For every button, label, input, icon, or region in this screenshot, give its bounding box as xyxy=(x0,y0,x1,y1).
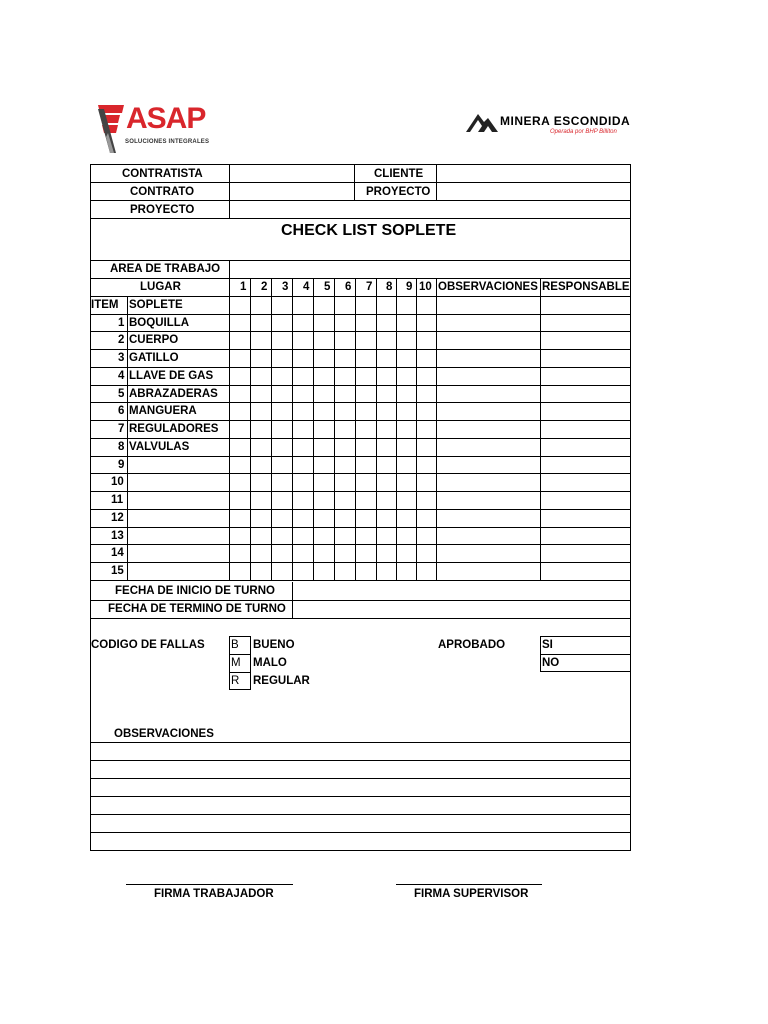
item-number: 14 xyxy=(111,547,124,559)
checklist-cell[interactable] xyxy=(417,563,436,579)
checklist-cell[interactable] xyxy=(417,528,436,544)
column-header-9: 9 xyxy=(406,281,413,293)
checklist-cell[interactable] xyxy=(377,457,396,473)
column-header-5: 5 xyxy=(324,281,331,293)
checklist-cell[interactable] xyxy=(437,528,540,544)
item-name: VALVULAS xyxy=(129,441,190,453)
checklist-cell[interactable] xyxy=(314,350,334,366)
checklist-cell[interactable] xyxy=(293,545,313,561)
checklist-cell[interactable] xyxy=(272,421,292,437)
column-header-3: 3 xyxy=(282,281,289,293)
checklist-cell[interactable] xyxy=(377,315,396,331)
item-number: 2 xyxy=(118,334,125,346)
checklist-cell[interactable] xyxy=(230,439,250,455)
observaciones-column-header: OBSERVACIONES xyxy=(438,281,538,293)
column-header-2: 2 xyxy=(261,281,268,293)
checklist-cell[interactable] xyxy=(293,510,313,526)
checklist-cell[interactable] xyxy=(230,386,250,402)
code-b: B xyxy=(231,639,239,651)
checklist-cell[interactable] xyxy=(251,350,271,366)
checklist-cell[interactable] xyxy=(397,368,416,384)
soplete-label: SOPLETE xyxy=(129,299,183,311)
checklist-cell[interactable] xyxy=(397,332,416,348)
checklist-cell[interactable] xyxy=(377,545,396,561)
checklist-cell[interactable] xyxy=(397,350,416,366)
checklist-cell[interactable] xyxy=(272,332,292,348)
item-number: 13 xyxy=(111,530,124,542)
checklist-cell[interactable] xyxy=(377,563,396,579)
checklist-cell[interactable] xyxy=(541,563,631,579)
checklist-cell[interactable] xyxy=(272,545,292,561)
checklist-cell[interactable] xyxy=(335,386,355,402)
checklist-cell[interactable] xyxy=(397,403,416,419)
checklist-cell[interactable] xyxy=(541,457,631,473)
checklist-cell[interactable] xyxy=(335,403,355,419)
checklist-cell[interactable] xyxy=(397,457,416,473)
checklist-cell[interactable] xyxy=(377,368,396,384)
checklist-cell[interactable] xyxy=(335,545,355,561)
item-name: REGULADORES xyxy=(129,423,219,435)
fecha-termino-field[interactable] xyxy=(293,601,630,617)
checklist-cell[interactable] xyxy=(437,332,540,348)
checklist-cell[interactable] xyxy=(417,332,436,348)
checklist-cell[interactable] xyxy=(356,457,376,473)
checklist-cell[interactable] xyxy=(314,368,334,384)
checklist-cell[interactable] xyxy=(251,315,271,331)
checklist-cell[interactable] xyxy=(293,528,313,544)
checklist-cell[interactable] xyxy=(272,457,292,473)
checklist-cell[interactable] xyxy=(417,510,436,526)
aprobado-label: APROBADO xyxy=(438,639,506,651)
firma-supervisor-line[interactable] xyxy=(396,884,542,885)
asap-logo-name: ASAP xyxy=(126,102,206,135)
checklist-cell[interactable] xyxy=(437,368,540,384)
checklist-cell[interactable] xyxy=(356,350,376,366)
checklist-cell[interactable] xyxy=(293,421,313,437)
checklist-cell[interactable] xyxy=(437,439,540,455)
code-r-meaning: REGULAR xyxy=(253,675,310,687)
checklist-cell[interactable] xyxy=(541,368,631,384)
checklist-cell[interactable] xyxy=(541,439,631,455)
checklist-cell[interactable] xyxy=(293,403,313,419)
checklist-cell[interactable] xyxy=(397,386,416,402)
checklist-cell[interactable] xyxy=(437,457,540,473)
contratista-label: CONTRATISTA xyxy=(122,168,203,180)
code-m: M xyxy=(231,657,241,669)
checklist-cell[interactable] xyxy=(417,545,436,561)
cliente-field[interactable] xyxy=(437,165,630,181)
item-number: 12 xyxy=(111,512,124,524)
checklist-cell[interactable] xyxy=(417,386,436,402)
checklist-cell[interactable] xyxy=(437,350,540,366)
checklist-cell[interactable] xyxy=(335,439,355,455)
item-name: ABRAZADERAS xyxy=(129,388,218,400)
checklist-cell[interactable] xyxy=(397,492,416,508)
checklist-cell[interactable] xyxy=(314,474,334,490)
checklist-cell[interactable] xyxy=(314,386,334,402)
checklist-cell[interactable] xyxy=(251,474,271,490)
item-number: 3 xyxy=(118,352,125,364)
checklist-cell[interactable] xyxy=(293,492,313,508)
page-title: CHECK LIST SOPLETE xyxy=(281,222,457,239)
checklist-cell[interactable] xyxy=(377,439,396,455)
checklist-cell[interactable] xyxy=(377,492,396,508)
checklist-cell[interactable] xyxy=(377,403,396,419)
checklist-cell[interactable] xyxy=(356,510,376,526)
firma-trabajador-label: FIRMA TRABAJADOR xyxy=(154,888,274,900)
checklist-cell[interactable] xyxy=(541,315,631,331)
checklist-cell[interactable] xyxy=(251,563,271,579)
checklist-cell[interactable] xyxy=(335,474,355,490)
observaciones-field[interactable] xyxy=(91,743,630,850)
checklist-cell[interactable] xyxy=(437,403,540,419)
checklist-cell[interactable] xyxy=(293,332,313,348)
minera-logo-tagline: Operada por BHP Billiton xyxy=(550,129,617,135)
checklist-cell[interactable] xyxy=(377,528,396,544)
checklist-cell[interactable] xyxy=(314,332,334,348)
code-m-meaning: MALO xyxy=(253,657,287,669)
column-header-7: 7 xyxy=(366,281,373,293)
checklist-cell[interactable] xyxy=(397,315,416,331)
checklist-cell[interactable] xyxy=(335,492,355,508)
checklist-cell[interactable] xyxy=(293,315,313,331)
checklist-cell[interactable] xyxy=(377,421,396,437)
checklist-cell[interactable] xyxy=(541,421,631,437)
checklist-cell[interactable] xyxy=(251,421,271,437)
checklist-cell[interactable] xyxy=(541,386,631,402)
item-name: MANGUERA xyxy=(129,405,197,417)
checklist-cell[interactable] xyxy=(335,421,355,437)
checklist-cell[interactable] xyxy=(437,563,540,579)
item-name: LLAVE DE GAS xyxy=(129,370,214,382)
checklist-cell[interactable] xyxy=(272,439,292,455)
checklist-cell[interactable] xyxy=(356,403,376,419)
checklist-cell[interactable] xyxy=(293,368,313,384)
checklist-cell[interactable] xyxy=(293,474,313,490)
proyecto-label-2: PROYECTO xyxy=(130,204,195,216)
fecha-termino-label: FECHA DE TERMINO DE TURNO xyxy=(108,603,286,615)
checklist-cell[interactable] xyxy=(356,563,376,579)
checklist-cell[interactable] xyxy=(272,528,292,544)
item-number: 5 xyxy=(118,388,125,400)
checklist-cell[interactable] xyxy=(356,474,376,490)
item-number: 7 xyxy=(118,423,125,435)
codigo-fallas-label: CODIGO DE FALLAS xyxy=(91,639,205,651)
checklist-cell[interactable] xyxy=(437,510,540,526)
fecha-inicio-label: FECHA DE INICIO DE TURNO xyxy=(115,585,275,597)
contrato-field[interactable] xyxy=(230,183,353,199)
proyecto-field-2[interactable] xyxy=(230,201,630,217)
checklist-cell[interactable] xyxy=(293,439,313,455)
checklist-cell[interactable] xyxy=(230,403,250,419)
checklist-cell[interactable] xyxy=(335,368,355,384)
asap-logo-tagline: SOLUCIONES INTEGRALES xyxy=(125,139,210,145)
checklist-cell[interactable] xyxy=(377,510,396,526)
checklist-cell[interactable] xyxy=(417,457,436,473)
checklist-cell[interactable] xyxy=(377,474,396,490)
checklist-cell[interactable] xyxy=(272,563,292,579)
checklist-cell[interactable] xyxy=(335,315,355,331)
code-r: R xyxy=(231,675,240,687)
checklist-cell[interactable] xyxy=(335,350,355,366)
checklist-cell[interactable] xyxy=(314,421,334,437)
mountain-icon xyxy=(466,110,498,134)
checklist-cell[interactable] xyxy=(356,421,376,437)
checklist-cell[interactable] xyxy=(541,332,631,348)
checklist-cell[interactable] xyxy=(272,510,292,526)
checklist-cell[interactable] xyxy=(314,528,334,544)
checklist-cell[interactable] xyxy=(272,474,292,490)
checklist-cell[interactable] xyxy=(417,492,436,508)
checklist-cell[interactable] xyxy=(230,315,250,331)
column-header-1: 1 xyxy=(240,281,247,293)
checklist-cell[interactable] xyxy=(417,350,436,366)
item-number: 9 xyxy=(118,459,125,471)
checklist-cell[interactable] xyxy=(314,403,334,419)
item-number: 15 xyxy=(111,565,124,577)
checklist-cell[interactable] xyxy=(272,403,292,419)
aprobado-si[interactable]: SI xyxy=(542,639,553,651)
checklist-cell[interactable] xyxy=(230,368,250,384)
checklist-cell[interactable] xyxy=(230,563,250,579)
checklist-cell[interactable] xyxy=(335,457,355,473)
checklist-cell[interactable] xyxy=(377,350,396,366)
item-label: ITEM xyxy=(91,299,119,311)
checklist-cell[interactable] xyxy=(356,439,376,455)
checklist-cell[interactable] xyxy=(230,545,250,561)
checklist-cell[interactable] xyxy=(272,492,292,508)
item-number: 10 xyxy=(111,476,124,488)
checklist-cell[interactable] xyxy=(230,474,250,490)
checklist-cell[interactable] xyxy=(314,315,334,331)
checklist-cell[interactable] xyxy=(437,386,540,402)
checklist-cell[interactable] xyxy=(356,386,376,402)
checklist-cell[interactable] xyxy=(251,386,271,402)
checklist-cell[interactable] xyxy=(356,368,376,384)
checklist-cell[interactable] xyxy=(541,545,631,561)
checklist-cell[interactable] xyxy=(437,315,540,331)
checklist-cell[interactable] xyxy=(417,315,436,331)
checklist-cell[interactable] xyxy=(251,457,271,473)
checklist-cell[interactable] xyxy=(397,421,416,437)
cliente-label: CLIENTE xyxy=(374,168,424,180)
minera-logo xyxy=(466,110,498,134)
item-name: BOQUILLA xyxy=(129,317,190,329)
minera-logo-name: MINERA ESCONDIDA xyxy=(500,114,631,128)
checklist-cell[interactable] xyxy=(251,439,271,455)
observaciones-label: OBSERVACIONES xyxy=(114,728,214,740)
checklist-cell[interactable] xyxy=(437,545,540,561)
checklist-cell[interactable] xyxy=(356,492,376,508)
checklist-cell[interactable] xyxy=(541,474,631,490)
checklist-cell[interactable] xyxy=(251,545,271,561)
checklist-cell[interactable] xyxy=(251,368,271,384)
checklist-cell[interactable] xyxy=(314,545,334,561)
item-number: 4 xyxy=(118,370,125,382)
checklist-cell[interactable] xyxy=(397,528,416,544)
column-header-8: 8 xyxy=(386,281,393,293)
checklist-cell[interactable] xyxy=(397,563,416,579)
item-number: 11 xyxy=(111,494,124,506)
checklist-cell[interactable] xyxy=(314,510,334,526)
item-name: CUERPO xyxy=(129,334,179,346)
checklist-cell[interactable] xyxy=(437,474,540,490)
checklist-cell[interactable] xyxy=(417,474,436,490)
item-number: 6 xyxy=(118,405,125,417)
checklist-cell[interactable] xyxy=(230,421,250,437)
checklist-cell[interactable] xyxy=(335,510,355,526)
checklist-cell[interactable] xyxy=(335,563,355,579)
checklist-cell[interactable] xyxy=(397,545,416,561)
checklist-cell[interactable] xyxy=(335,332,355,348)
checklist-cell[interactable] xyxy=(293,386,313,402)
checklist-cell[interactable] xyxy=(356,528,376,544)
checklist-cell[interactable] xyxy=(314,457,334,473)
checklist-cell[interactable] xyxy=(293,457,313,473)
area-label: AREA DE TRABAJO xyxy=(110,263,221,275)
aprobado-no[interactable]: NO xyxy=(542,657,560,669)
contratista-field[interactable] xyxy=(230,165,353,181)
checklist-cell[interactable] xyxy=(293,350,313,366)
checklist-cell[interactable] xyxy=(272,386,292,402)
checklist-cell[interactable] xyxy=(230,457,250,473)
checklist-cell[interactable] xyxy=(417,403,436,419)
checklist-cell[interactable] xyxy=(437,421,540,437)
checklist-cell[interactable] xyxy=(251,403,271,419)
firma-supervisor-label: FIRMA SUPERVISOR xyxy=(414,888,529,900)
responsable-column-header: RESPONSABLE xyxy=(542,281,630,293)
checklist-cell[interactable] xyxy=(272,350,292,366)
checklist-cell[interactable] xyxy=(356,545,376,561)
fecha-inicio-field[interactable] xyxy=(293,583,630,599)
checklist-cell[interactable] xyxy=(541,350,631,366)
proyecto-field[interactable] xyxy=(437,183,630,199)
lugar-label: LUGAR xyxy=(140,281,181,293)
checklist-cell[interactable] xyxy=(272,368,292,384)
checklist-cell[interactable] xyxy=(417,368,436,384)
column-header-4: 4 xyxy=(303,281,310,293)
checklist-cell[interactable] xyxy=(314,492,334,508)
checklist-cell[interactable] xyxy=(314,439,334,455)
checklist-cell[interactable] xyxy=(251,528,271,544)
checklist-cell[interactable] xyxy=(541,510,631,526)
checklist-cell[interactable] xyxy=(377,332,396,348)
checklist-cell[interactable] xyxy=(251,332,271,348)
column-header-10: 10 xyxy=(419,281,432,293)
checklist-cell[interactable] xyxy=(417,421,436,437)
checklist-cell[interactable] xyxy=(356,332,376,348)
item-name: GATILLO xyxy=(129,352,179,364)
checklist-cell[interactable] xyxy=(397,510,416,526)
checklist-cell[interactable] xyxy=(314,563,334,579)
checklist-cell[interactable] xyxy=(272,315,292,331)
column-header-6: 6 xyxy=(345,281,352,293)
checklist-cell[interactable] xyxy=(293,563,313,579)
contrato-label: CONTRATO xyxy=(130,186,195,198)
code-b-meaning: BUENO xyxy=(253,639,295,651)
checklist-cell[interactable] xyxy=(541,492,631,508)
checklist-cell[interactable] xyxy=(251,510,271,526)
proyecto-label: PROYECTO xyxy=(366,186,431,198)
checklist-cell[interactable] xyxy=(335,528,355,544)
checklist-cell[interactable] xyxy=(541,528,631,544)
checklist-cell[interactable] xyxy=(230,492,250,508)
checklist-cell[interactable] xyxy=(417,439,436,455)
checklist-cell[interactable] xyxy=(397,474,416,490)
checklist-cell[interactable] xyxy=(397,439,416,455)
item-number: 1 xyxy=(118,317,125,329)
checklist-cell[interactable] xyxy=(437,492,540,508)
firma-trabajador-line[interactable] xyxy=(126,884,293,885)
checklist-cell[interactable] xyxy=(230,350,250,366)
checklist-cell[interactable] xyxy=(230,332,250,348)
checklist-cell[interactable] xyxy=(377,386,396,402)
checklist-cell[interactable] xyxy=(251,492,271,508)
checklist-cell[interactable] xyxy=(230,510,250,526)
area-field[interactable] xyxy=(230,261,630,277)
checklist-cell[interactable] xyxy=(356,315,376,331)
checklist-cell[interactable] xyxy=(230,528,250,544)
checklist-cell[interactable] xyxy=(541,403,631,419)
item-number: 8 xyxy=(118,441,125,453)
